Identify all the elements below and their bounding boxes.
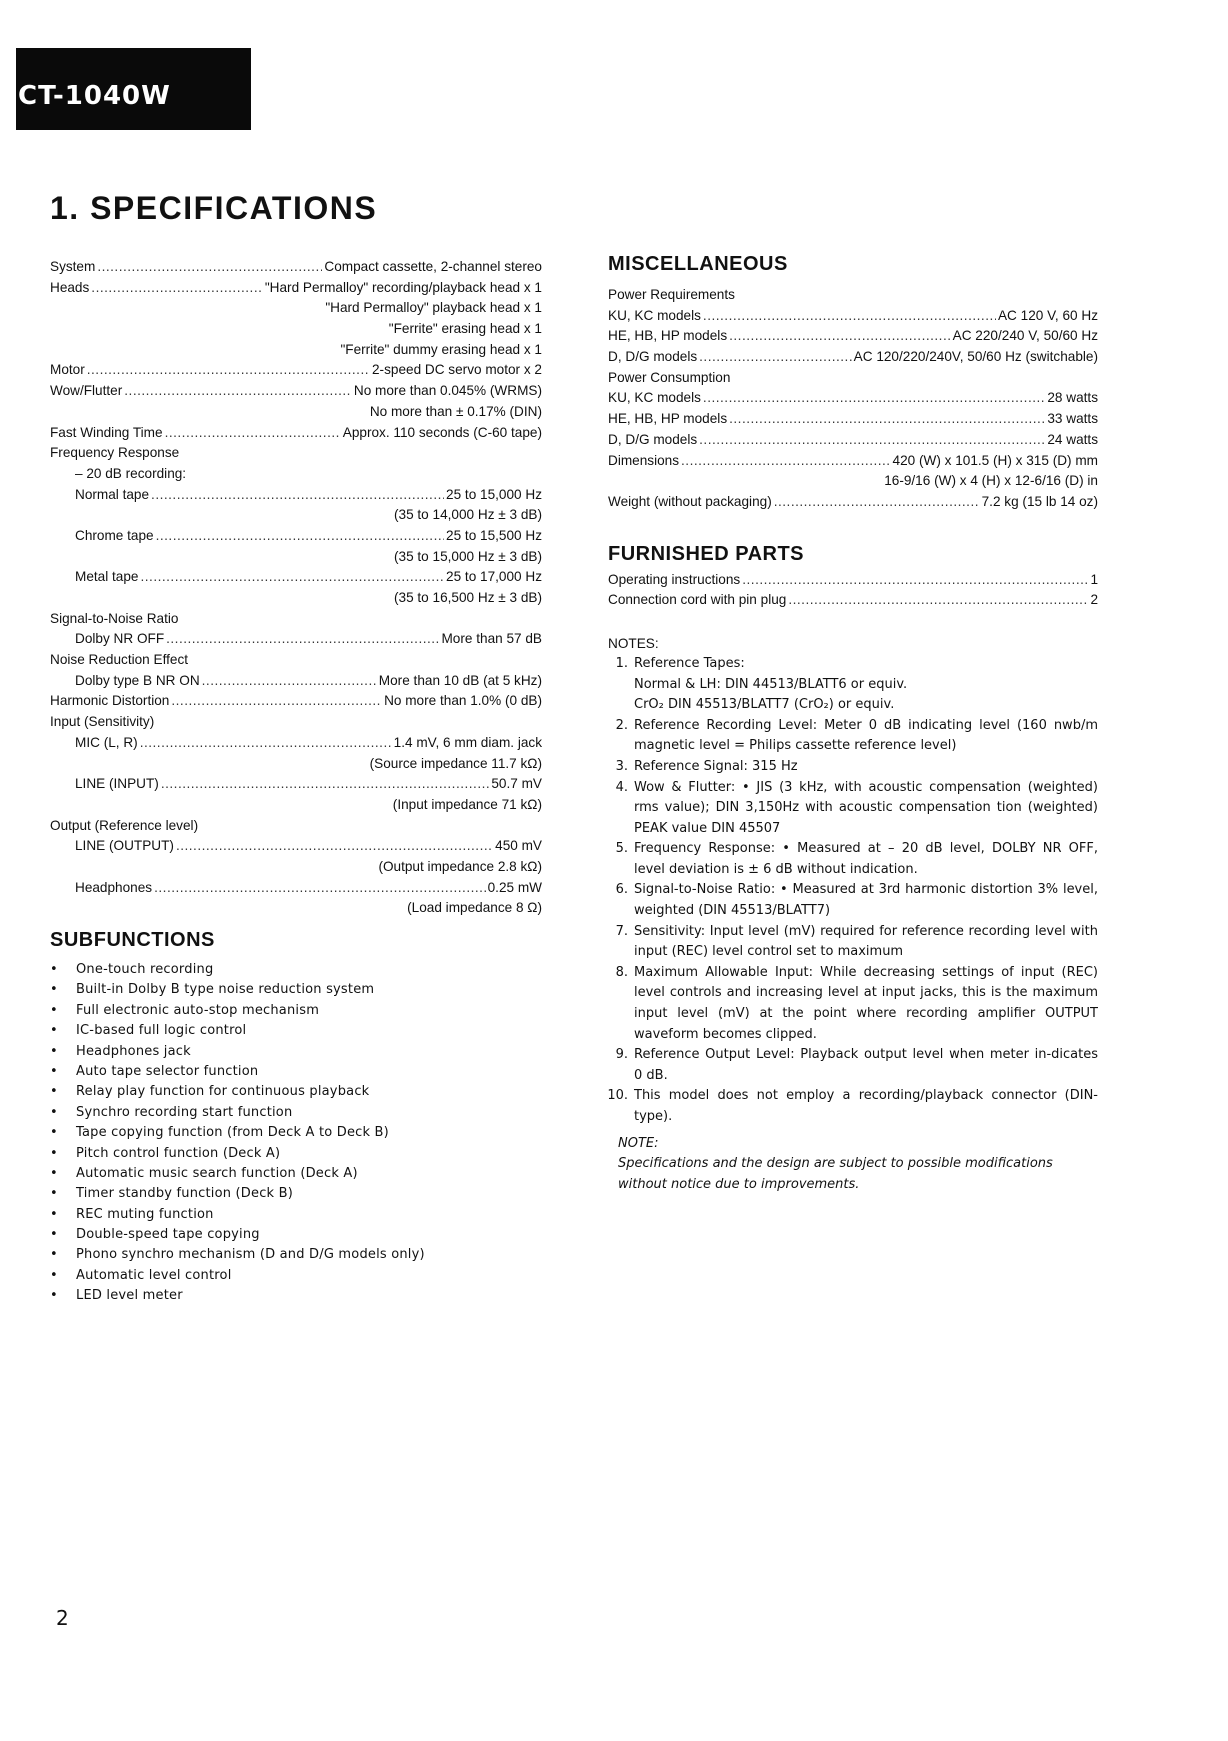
note-item bbox=[608, 654, 1098, 716]
subfunction-item: • Tape copying function (from Deck A to Deck B) bbox=[50, 1123, 542, 1143]
spec-row bbox=[608, 388, 1098, 409]
spec-value: 420 (W) x 101.5 (H) x 315 (D) mm bbox=[892, 452, 1098, 468]
furnished-parts-title: FURNISHED PARTS bbox=[608, 542, 805, 565]
spec-row bbox=[608, 306, 1098, 327]
spec-row bbox=[50, 443, 542, 464]
note-text: This model does not employ a recording/playback connector (DIN-type). bbox=[634, 1088, 1098, 1124]
spec-label: Connection cord with pin plug bbox=[608, 592, 787, 608]
note-number: 7. bbox=[615, 923, 628, 939]
spec-label: Headphones bbox=[75, 879, 153, 895]
spec-value: AC 120/220/240V, 50/60 Hz (switchable) bbox=[853, 349, 1098, 365]
spec-heading: Frequency Response bbox=[50, 445, 180, 461]
dot-leader bbox=[91, 278, 263, 299]
spec-value: No more than 1.0% (0 dB) bbox=[384, 693, 542, 709]
subfunction-item: • Automatic level control bbox=[50, 1266, 542, 1286]
specifications-list bbox=[50, 257, 542, 919]
subfunction-item: • Headphones jack bbox=[50, 1042, 542, 1062]
note-text: CrO₂ DIN 45513/BLATT7 (CrO₂) or equiv. bbox=[634, 697, 895, 713]
spec-label: Operating instructions bbox=[608, 571, 741, 587]
spec-value: 1 bbox=[1090, 571, 1098, 587]
left-column bbox=[50, 257, 542, 1307]
note-item bbox=[608, 922, 1098, 963]
spec-row bbox=[608, 368, 1098, 389]
subfunction-item: • Synchro recording start function bbox=[50, 1103, 542, 1123]
spec-value: 25 to 15,000 Hz bbox=[446, 486, 542, 502]
note-text: Reference Signal: 315 Hz bbox=[634, 758, 798, 774]
spec-value: AC 120 V, 60 Hz bbox=[997, 307, 1098, 323]
spec-value: AC 220/240 V, 50/60 Hz bbox=[952, 328, 1098, 344]
dot-leader bbox=[156, 526, 444, 547]
spec-label: D, D/G models bbox=[608, 349, 698, 365]
spec-value: No more than 0.045% (WRMS) bbox=[353, 383, 542, 399]
note-text: Wow & Flutter: • JIS (3 kHz, with acoustic compensation (weighted) rms value); DIN 3,150Hz with acoustic compensation tion (weighted) PEAK value DIN 45507 bbox=[634, 779, 1098, 836]
spec-label: Dolby NR OFF bbox=[75, 631, 165, 647]
spec-row bbox=[608, 570, 1098, 591]
spec-value: Approx. 110 seconds (C-60 tape) bbox=[342, 424, 542, 440]
spec-heading: Noise Reduction Effect bbox=[50, 652, 189, 668]
spec-value-continued: (Source impedance 11.7 kΩ) bbox=[369, 755, 542, 771]
spec-value-continued: (35 to 16,500 Hz ± 3 dB) bbox=[393, 590, 542, 605]
note-text: Signal-to-Noise Ratio: • Measured at 3rd harmonic distortion 3% level, weighted (DIN 45513/BLATT7) bbox=[634, 882, 1098, 919]
spec-row bbox=[50, 878, 542, 899]
spec-value: 33 watts bbox=[1047, 411, 1098, 427]
subfunction-item: • REC muting function bbox=[50, 1205, 542, 1225]
note-number: 8. bbox=[615, 964, 628, 980]
subfunction-item: • Pitch control function (Deck A) bbox=[50, 1144, 542, 1164]
spec-value-continued: No more than ± 0.17% (DIN) bbox=[369, 403, 542, 419]
spec-label: Dimensions bbox=[608, 452, 680, 468]
spec-row bbox=[608, 471, 1098, 492]
spec-row bbox=[50, 671, 542, 692]
spec-row bbox=[50, 298, 542, 319]
spec-value: 2 bbox=[1090, 592, 1098, 608]
note-item bbox=[608, 1045, 1098, 1086]
note-text: Reference Output Level: Playback output level when meter in-dicates 0 dB. bbox=[634, 1047, 1098, 1083]
subfunction-item: • One-touch recording bbox=[50, 960, 542, 980]
note-item bbox=[608, 880, 1098, 921]
dot-leader bbox=[151, 485, 444, 506]
note-number: 4. bbox=[615, 779, 628, 795]
note-item bbox=[608, 778, 1098, 840]
dot-leader bbox=[161, 774, 490, 795]
dot-leader bbox=[774, 492, 980, 513]
spec-row bbox=[608, 285, 1098, 306]
spec-value: 25 to 17,000 Hz bbox=[446, 569, 542, 585]
dot-leader bbox=[124, 381, 352, 402]
subfunction-item: • LED level meter bbox=[50, 1286, 542, 1306]
spec-row bbox=[50, 609, 542, 630]
spec-label: Wow/Flutter bbox=[50, 383, 123, 399]
spec-row bbox=[50, 588, 542, 609]
spec-label: Fast Winding Time bbox=[50, 424, 163, 440]
spec-value: 450 mV bbox=[495, 838, 542, 854]
model-label: CT-1040W bbox=[18, 81, 171, 111]
subfunction-item: • Automatic music search function (Deck A) bbox=[50, 1164, 542, 1184]
spec-row bbox=[50, 360, 542, 381]
spec-row bbox=[608, 590, 1098, 611]
spec-row bbox=[50, 340, 542, 361]
spec-value: 0.25 mW bbox=[487, 879, 542, 895]
spec-value: 24 watts bbox=[1047, 431, 1098, 447]
spec-heading: Output (Reference level) bbox=[50, 817, 199, 833]
dot-leader bbox=[703, 388, 1045, 409]
dot-leader bbox=[699, 347, 852, 368]
spec-value: More than 57 dB bbox=[441, 631, 542, 647]
spec-label: KU, KC models bbox=[608, 307, 701, 323]
note-text: Frequency Response: • Measured at – 20 dB level, DOLBY NR OFF, level deviation is ± 6 dB without indication. bbox=[634, 841, 1098, 877]
subfunction-item: • Timer standby function (Deck B) bbox=[50, 1184, 542, 1204]
note-number: 6. bbox=[615, 882, 628, 898]
note-item bbox=[608, 757, 1098, 778]
note-number: 5. bbox=[615, 841, 628, 857]
spec-row bbox=[608, 430, 1098, 451]
note-item bbox=[608, 1086, 1098, 1127]
dot-leader bbox=[154, 878, 486, 899]
subfunctions-list bbox=[50, 960, 542, 1307]
note-text: Normal & LH: DIN 44513/BLATT6 or equiv. bbox=[634, 676, 908, 692]
dot-leader bbox=[202, 671, 377, 692]
notes-heading: NOTES: bbox=[608, 635, 659, 651]
spec-row bbox=[608, 409, 1098, 430]
spec-label: Metal tape bbox=[75, 569, 139, 585]
subfunction-item: • Full electronic auto-stop mechanism bbox=[50, 1001, 542, 1021]
spec-value-continued: "Ferrite" erasing head x 1 bbox=[388, 321, 542, 337]
spec-value: 2-speed DC servo motor x 2 bbox=[372, 362, 542, 378]
spec-row bbox=[608, 492, 1098, 513]
final-note-text: Specifications and the design are subject to possible modifications without notice due to improvements. bbox=[618, 1156, 1053, 1192]
spec-row bbox=[50, 898, 542, 919]
spec-value-continued: 16-9/16 (W) x 4 (H) x 12-6/16 (D) in bbox=[884, 473, 1098, 489]
note-item bbox=[608, 839, 1098, 880]
spec-value: 7.2 kg (15 lb 14 oz) bbox=[981, 493, 1098, 509]
note-number: 1. bbox=[615, 655, 628, 671]
spec-row bbox=[50, 423, 542, 444]
spec-label: Weight (without packaging) bbox=[608, 493, 772, 509]
miscellaneous-list bbox=[608, 285, 1098, 513]
spec-row bbox=[50, 712, 542, 733]
spec-value-continued: "Ferrite" dummy erasing head x 1 bbox=[340, 341, 542, 357]
dot-leader bbox=[729, 409, 1045, 430]
dot-leader bbox=[87, 360, 370, 381]
spec-row bbox=[608, 326, 1098, 347]
note-number: 2. bbox=[615, 717, 628, 733]
spec-row bbox=[50, 526, 542, 547]
spec-heading: – 20 dB recording: bbox=[75, 465, 187, 481]
spec-label: HE, HB, HP models bbox=[608, 411, 728, 427]
model-label-tab bbox=[16, 48, 251, 130]
spec-heading: Power Consumption bbox=[608, 369, 731, 385]
dot-leader bbox=[176, 836, 493, 857]
spec-row bbox=[50, 547, 542, 568]
spec-label: Normal tape bbox=[75, 486, 150, 502]
spec-row bbox=[50, 836, 542, 857]
spec-value: More than 10 dB (at 5 kHz) bbox=[378, 672, 542, 688]
spec-row bbox=[50, 857, 542, 878]
note-text: Reference Recording Level: Meter 0 dB indicating level (160 nwb/m magnetic level = Philips cassette reference level) bbox=[634, 717, 1098, 754]
page-title: 1. SPECIFICATIONS bbox=[50, 190, 378, 226]
spec-value-continued: (Load impedance 8 Ω) bbox=[407, 900, 542, 916]
dot-leader bbox=[166, 629, 439, 650]
spec-row bbox=[608, 347, 1098, 368]
final-note-heading: NOTE: bbox=[618, 1135, 659, 1151]
dot-leader bbox=[699, 430, 1045, 451]
spec-row bbox=[50, 257, 542, 278]
spec-heading: Power Requirements bbox=[608, 287, 735, 302]
spec-row bbox=[50, 402, 542, 423]
spec-label: Harmonic Distortion bbox=[50, 693, 170, 709]
dot-leader bbox=[165, 423, 341, 444]
spec-label: D, D/G models bbox=[608, 431, 698, 447]
note-text: Sensitivity: Input level (mV) required for reference recording level with input (REC) level control set to maximum bbox=[634, 923, 1098, 960]
spec-label: Dolby type B NR ON bbox=[75, 672, 200, 688]
spec-row bbox=[50, 754, 542, 775]
note-text: Maximum Allowable Input: While decreasing settings of input (REC) level controls and increasing level at input jacks, this is the maximum input level (mV) at the point where recording amplifier OUTPUT waveform becomes clipped. bbox=[634, 964, 1098, 1042]
subfunction-item: • Auto tape selector function bbox=[50, 1062, 542, 1082]
right-column bbox=[608, 253, 1098, 1195]
spec-row bbox=[50, 319, 542, 340]
spec-row bbox=[50, 691, 542, 712]
subfunction-item: • Built-in Dolby B type noise reduction system bbox=[50, 980, 542, 1000]
miscellaneous-title: MISCELLANEOUS bbox=[608, 253, 788, 275]
subfunction-item: • Relay play function for continuous playback bbox=[50, 1082, 542, 1102]
note-number: 9. bbox=[615, 1047, 628, 1063]
spec-value: "Hard Permalloy" recording/playback head x 1 bbox=[264, 279, 542, 295]
spec-heading: Input (Sensitivity) bbox=[50, 714, 155, 730]
spec-value-continued: (35 to 14,000 Hz ± 3 dB) bbox=[393, 507, 542, 523]
furnished-parts-list bbox=[608, 570, 1098, 611]
dot-leader bbox=[171, 691, 382, 712]
spec-label: LINE (INPUT) bbox=[75, 776, 159, 792]
dot-leader bbox=[97, 257, 322, 278]
notes-list bbox=[608, 654, 1098, 1128]
spec-heading: Signal-to-Noise Ratio bbox=[50, 610, 179, 626]
dot-leader bbox=[729, 326, 951, 347]
spec-value: 50.7 mV bbox=[491, 776, 542, 792]
spec-value: 25 to 15,500 Hz bbox=[446, 527, 542, 543]
spec-label: Motor bbox=[50, 362, 85, 378]
spec-row bbox=[50, 464, 542, 485]
page-number: 2 bbox=[56, 1606, 69, 1630]
spec-row bbox=[50, 774, 542, 795]
subfunction-item: • IC-based full logic control bbox=[50, 1021, 542, 1041]
spec-label: Heads bbox=[50, 279, 90, 295]
dot-leader bbox=[742, 570, 1088, 591]
spec-value-continued: (35 to 15,000 Hz ± 3 dB) bbox=[393, 548, 542, 564]
note-item bbox=[608, 716, 1098, 757]
spec-label: System bbox=[50, 259, 96, 274]
dot-leader bbox=[681, 451, 891, 472]
spec-row bbox=[608, 451, 1098, 472]
spec-row bbox=[50, 795, 542, 816]
note-number: 3. bbox=[615, 758, 628, 774]
spec-row bbox=[50, 505, 542, 526]
dot-leader bbox=[140, 567, 444, 588]
spec-label: Chrome tape bbox=[75, 527, 154, 543]
spec-row bbox=[50, 485, 542, 506]
dot-leader bbox=[788, 590, 1088, 611]
note-number: 10. bbox=[607, 1088, 628, 1104]
dot-leader bbox=[140, 733, 392, 754]
spec-row bbox=[50, 650, 542, 671]
spec-row bbox=[50, 381, 542, 402]
spec-label: LINE (OUTPUT) bbox=[75, 838, 174, 854]
spec-label: KU, KC models bbox=[608, 390, 701, 406]
spec-row bbox=[50, 629, 542, 650]
spec-row bbox=[50, 816, 542, 837]
spec-value-continued: "Hard Permalloy" playback head x 1 bbox=[325, 300, 542, 316]
spec-value: 28 watts bbox=[1047, 390, 1098, 406]
spec-value-continued: (Input impedance 71 kΩ) bbox=[392, 796, 542, 812]
note-text: Reference Tapes: bbox=[634, 655, 745, 671]
spec-value: Compact cassette, 2-channel stereo bbox=[324, 259, 542, 274]
spec-value-continued: (Output impedance 2.8 kΩ) bbox=[378, 858, 542, 874]
spec-value: 1.4 mV, 6 mm diam. jack bbox=[393, 734, 542, 750]
spec-row bbox=[50, 278, 542, 299]
subfunctions-title: SUBFUNCTIONS bbox=[50, 929, 215, 951]
spec-row bbox=[50, 567, 542, 588]
spec-label: MIC (L, R) bbox=[75, 734, 138, 750]
dot-leader bbox=[703, 306, 996, 327]
final-note bbox=[608, 1134, 1098, 1196]
spec-label: HE, HB, HP models bbox=[608, 328, 728, 344]
subfunction-item: • Phono synchro mechanism (D and D/G models only) bbox=[50, 1245, 542, 1265]
spec-row bbox=[50, 733, 542, 754]
subfunction-item: • Double-speed tape copying bbox=[50, 1225, 542, 1245]
note-item bbox=[608, 963, 1098, 1045]
